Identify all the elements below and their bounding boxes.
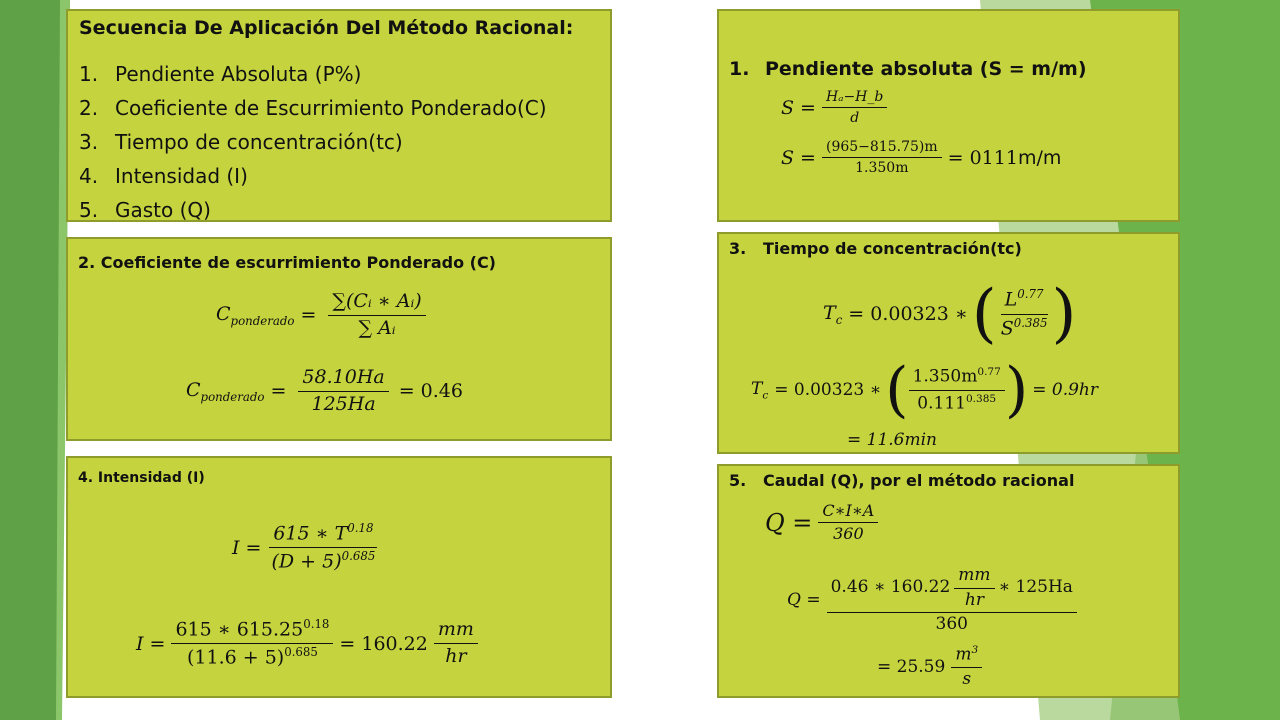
coefficient-formula	[216, 291, 432, 340]
tc-coefficient: = 0.00323 ∗	[848, 303, 968, 325]
flow-m3-s-unit	[951, 644, 982, 690]
flow-values-fraction	[827, 566, 1077, 635]
tc-symbol: $T_c$	[751, 378, 769, 402]
flow-lhs: Q =	[787, 590, 821, 611]
list-item	[79, 57, 547, 91]
fraction-denominator: $(11.6 + 5)^{0.685}$	[186, 645, 318, 669]
list-item-label: Gasto (Q)	[115, 198, 211, 222]
equals-sign: =	[270, 380, 287, 403]
intensity-result	[136, 618, 484, 669]
list-item	[79, 159, 547, 193]
intensity-title: 4. Intensidad (I)	[78, 470, 205, 486]
concentration-title	[729, 239, 1022, 258]
intensity-lhs: I =	[136, 632, 166, 655]
c-symbol: $C_{ponderado}$	[216, 302, 295, 328]
flow-substitution	[787, 566, 1083, 635]
tc-coefficient: = 0.00323 ∗	[774, 380, 882, 400]
intensity-box	[66, 456, 612, 698]
slope-title-number: 1.	[729, 58, 750, 80]
slope-box	[717, 9, 1180, 222]
concentration-formula	[823, 277, 1077, 351]
flow-title	[729, 471, 1074, 490]
slope-formula	[781, 89, 893, 126]
slope-lhs: S =	[781, 146, 816, 169]
fraction-denominator: d	[850, 110, 860, 127]
fraction-denominator: 1.350m	[855, 160, 909, 177]
fraction-denominator: $0.111^{0.385}$	[917, 392, 997, 414]
slope-value: = 0111	[947, 146, 1018, 169]
list-item-label: Tiempo de concentración(tc)	[115, 130, 403, 154]
slope-values-fraction	[822, 139, 942, 176]
coefficient-result	[186, 367, 463, 416]
intensity-lhs: I =	[232, 536, 262, 559]
fraction-numerator: ∑(Cᵢ ∗ Aᵢ)	[328, 291, 425, 316]
flow-formula	[765, 502, 884, 544]
slope-fraction	[822, 89, 887, 126]
slope-title-text: Pendiente absoluta (S = m/m)	[765, 58, 1087, 80]
area-fraction	[298, 367, 388, 416]
flow-lhs: Q =	[765, 508, 813, 537]
tc-fraction	[997, 288, 1052, 339]
fraction-denominator: $S^{0.385}$	[1000, 315, 1048, 339]
slope-lhs: S =	[781, 96, 816, 119]
list-item-label: Pendiente Absoluta (P%)	[115, 62, 362, 86]
fraction-denominator: 360	[935, 614, 968, 635]
list-item-label: Coeficiente de Escurrimiento Ponderado(C)	[115, 96, 547, 120]
unit-numerator: mm	[434, 619, 478, 644]
coefficient-value: = 0.46	[398, 380, 463, 403]
intensity-values-fraction	[171, 618, 333, 669]
list-item-number: 2.	[79, 96, 99, 120]
unit-denominator: hr	[445, 645, 467, 668]
list-item-number: 1.	[79, 62, 99, 86]
sequence-title: Secuencia De Aplicación Del Método Racional:	[79, 17, 574, 39]
concentration-title-text: Tiempo de concentración(tc)	[763, 239, 1022, 258]
fraction-denominator: $(D + 5)^{0.685}$	[271, 549, 376, 573]
unit-numerator: $m^3$	[951, 644, 982, 668]
coefficient-title: 2. Coeficiente de escurrimiento Ponderado (C)	[78, 253, 496, 272]
slope-result	[781, 139, 1061, 176]
fraction-numerator: $L^{0.77}$	[1001, 288, 1048, 314]
weighted-fraction	[328, 291, 425, 340]
fraction-numerator: 58.10Ha	[298, 367, 388, 392]
fraction-denominator: ∑ Aᵢ	[358, 316, 396, 339]
flow-title-text: Caudal (Q), por el método racional	[763, 471, 1075, 490]
fraction-denominator: 125Ha	[311, 392, 376, 415]
list-item-number: 4.	[79, 164, 99, 188]
tc-hours-value: = 0.9hr	[1032, 380, 1099, 400]
c-symbol: $C_{ponderado}$	[186, 378, 265, 404]
flow-title-number: 5.	[729, 471, 747, 490]
equals-sign: =	[300, 304, 317, 327]
fraction-numerator: C∗I∗A	[818, 502, 878, 523]
flow-value: = 25.59	[877, 656, 946, 677]
flow-box	[717, 464, 1180, 698]
intensity-formula	[232, 522, 385, 573]
concentration-title-number: 3.	[729, 239, 747, 258]
fraction-numerator: (965−815.75)m	[822, 139, 942, 158]
fraction-numerator: 615 ∗ $615.25^{0.18}$	[171, 618, 333, 644]
list-item	[79, 125, 547, 159]
fraction-numerator: $1.350m^{0.77}$	[909, 366, 1005, 390]
right-paren: )	[1004, 355, 1029, 425]
intensity-unit	[434, 619, 478, 668]
sequence-list	[79, 57, 547, 222]
concentration-box	[717, 232, 1180, 454]
flow-result	[877, 644, 988, 690]
coefficient-box	[66, 237, 612, 441]
fraction-numerator: 0.46 ∗ 160.22 $\frac{mm}{hr}$ ∗ 125Ha	[827, 566, 1077, 613]
list-item	[79, 91, 547, 125]
right-paren: )	[1051, 277, 1077, 351]
fraction-numerator: 615 ∗ $T^{0.18}$	[269, 522, 377, 548]
flow-fraction	[818, 502, 878, 544]
slope-unit: m/m	[1017, 146, 1062, 169]
flow-mm-hr-unit: $\frac{mm}{hr}$	[954, 566, 994, 610]
list-item	[79, 193, 547, 222]
fraction-numerator: Hₐ−H_b	[822, 89, 887, 108]
fraction-denominator: 360	[833, 524, 864, 544]
list-item-number: 5.	[79, 198, 99, 222]
list-item-number: 3.	[79, 130, 99, 154]
list-item-label: Intensidad (I)	[115, 164, 248, 188]
tc-symbol: $T_c$	[823, 301, 843, 327]
slope-title	[729, 58, 1087, 80]
concentration-result	[751, 355, 1099, 425]
intensity-value: = 160.22	[339, 632, 428, 655]
tc-minutes-value: = 11.6min	[847, 430, 938, 450]
tc-values-fraction	[909, 366, 1005, 413]
left-paren: (	[885, 355, 909, 425]
unit-denominator: s	[962, 669, 972, 690]
sequence-box	[66, 9, 612, 222]
left-paren: (	[971, 277, 997, 351]
intensity-fraction	[267, 522, 379, 573]
